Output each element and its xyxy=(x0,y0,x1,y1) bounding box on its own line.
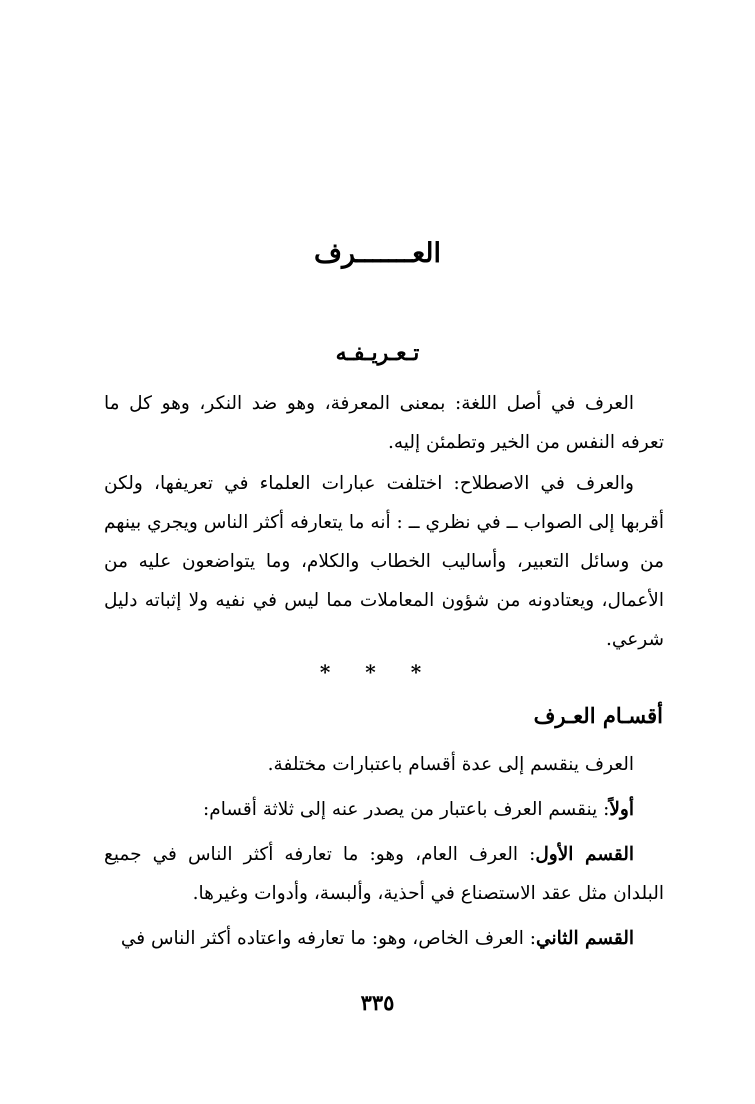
paragraph-technical: والعرف في الاصطلاح: اختلفت عبارات العلماء في تعريفها، ولكن أقربها إلى الصواب ــ في نظري ــ : أنه ما يتعارفه أكثر الناس ويجري بينهم من وسائل التعبير، وأساليب الخطاب والكلام، وما يتواضعون عليه من الأعمال، ويعتادونه من شؤون المعاملات مما ليس في نفيه ولا إثباته دليل شرعي. xyxy=(104,473,664,650)
paragraph-section-one xyxy=(104,835,664,913)
divisions-body xyxy=(104,745,664,958)
page-number: ٣٣٥ xyxy=(360,990,395,1015)
paragraph-linguistic: العرف في أصل اللغة: بمعنى المعرفة، وهو ضد النكر، وهو كل ما تعرفه النفس من الخير وتطمئن إليه. xyxy=(104,393,664,453)
paragraph-section-two xyxy=(104,919,664,958)
section-two-text: : العرف الخاص، وهو: ما تعارفه واعتاده أكثر الناس في xyxy=(120,928,537,949)
divisions-heading: أقسـام العـرف xyxy=(533,703,663,728)
first-text: : ينقسم العرف باعتبار من يصدر عنه إلى ثلاثة أقسام: xyxy=(203,799,610,820)
definition-technical xyxy=(104,464,664,659)
paragraph-first xyxy=(104,790,664,829)
section-one-label: القسم الأول xyxy=(535,844,634,865)
page-title: العـــــــرف xyxy=(313,238,441,269)
first-label: أولاً xyxy=(609,799,634,820)
definition-heading: تـعـريـفـه xyxy=(335,340,420,366)
asterisk-separator: * * * xyxy=(319,660,436,684)
section-two-label: القسم الثاني xyxy=(536,928,634,949)
definition-linguistic xyxy=(104,384,664,462)
section-one-text: : العرف العام، وهو: ما تعارفه أكثر الناس في جميع البلدان مثل عقد الاستصناع في أحذية، وألبسة، وأدوات وغيرها. xyxy=(104,844,664,904)
paragraph-divisions-intro: العرف ينقسم إلى عدة أقسام باعتبارات مختلفة. xyxy=(267,754,634,775)
